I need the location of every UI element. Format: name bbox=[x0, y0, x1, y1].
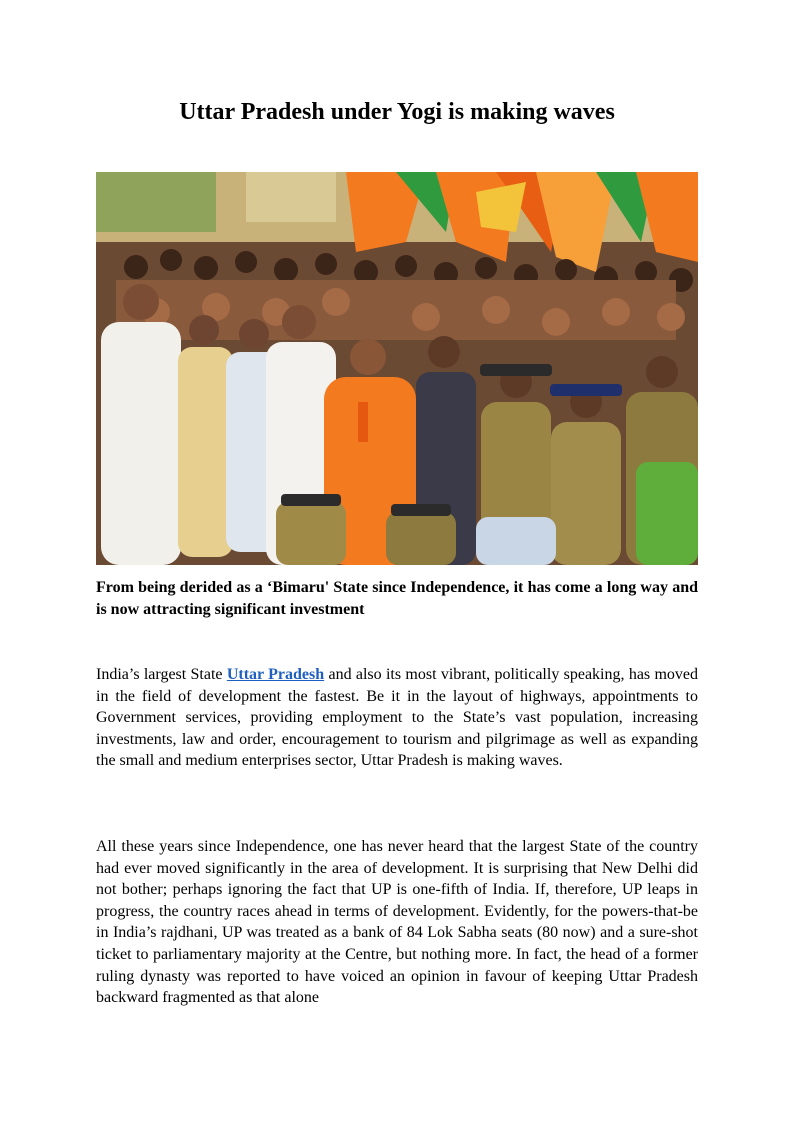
paragraph-1-body-text: and also its most vibrant, politically speaking, has moved in the field of development the fastest. Be it in the layout of highways, appointments to Government services, providing employment to the State’s vast population, increasing investments, law and order, encouragement to tourism and pilgrimage as well as expanding the small and medium enterprises sector, Uttar Pradesh is making waves. bbox=[96, 666, 698, 770]
rally-photo bbox=[96, 172, 698, 565]
article-title: Uttar Pradesh under Yogi is making waves bbox=[179, 99, 615, 125]
article-subheading: From being derided as a ‘Bimaru' State since Independence, it has come a long way and is now attracting significant investment bbox=[96, 579, 698, 618]
rally-photo-illustration bbox=[96, 172, 698, 565]
uttar-pradesh-link[interactable]: Uttar Pradesh bbox=[226, 666, 325, 683]
body-paragraph-2: All these years since Independence, one has never heard that the largest State of the country had ever moved significantly in the area of development. It is surprising that New Delhi did not bother; perhaps ignoring the fact that UP is one-fifth of India. If, therefore, UP leaps in progress, the country races ahead in terms of development. Evidently, for the powers-that-be in India’s rajdhani, UP was treated as a bank of 84 Lok Sabha seats (80 now) and a sure-shot ticket to parliamentary majority at the Centre, but nothing more. In fact, the head of a former ruling dynasty was reported to have voiced an opinion in favour of keeping Uttar Pradesh backward fragmented as that alone bbox=[96, 838, 698, 1007]
body-paragraph-1 bbox=[96, 664, 698, 772]
paragraph-1-lead-text: India’s largest State bbox=[96, 666, 227, 683]
